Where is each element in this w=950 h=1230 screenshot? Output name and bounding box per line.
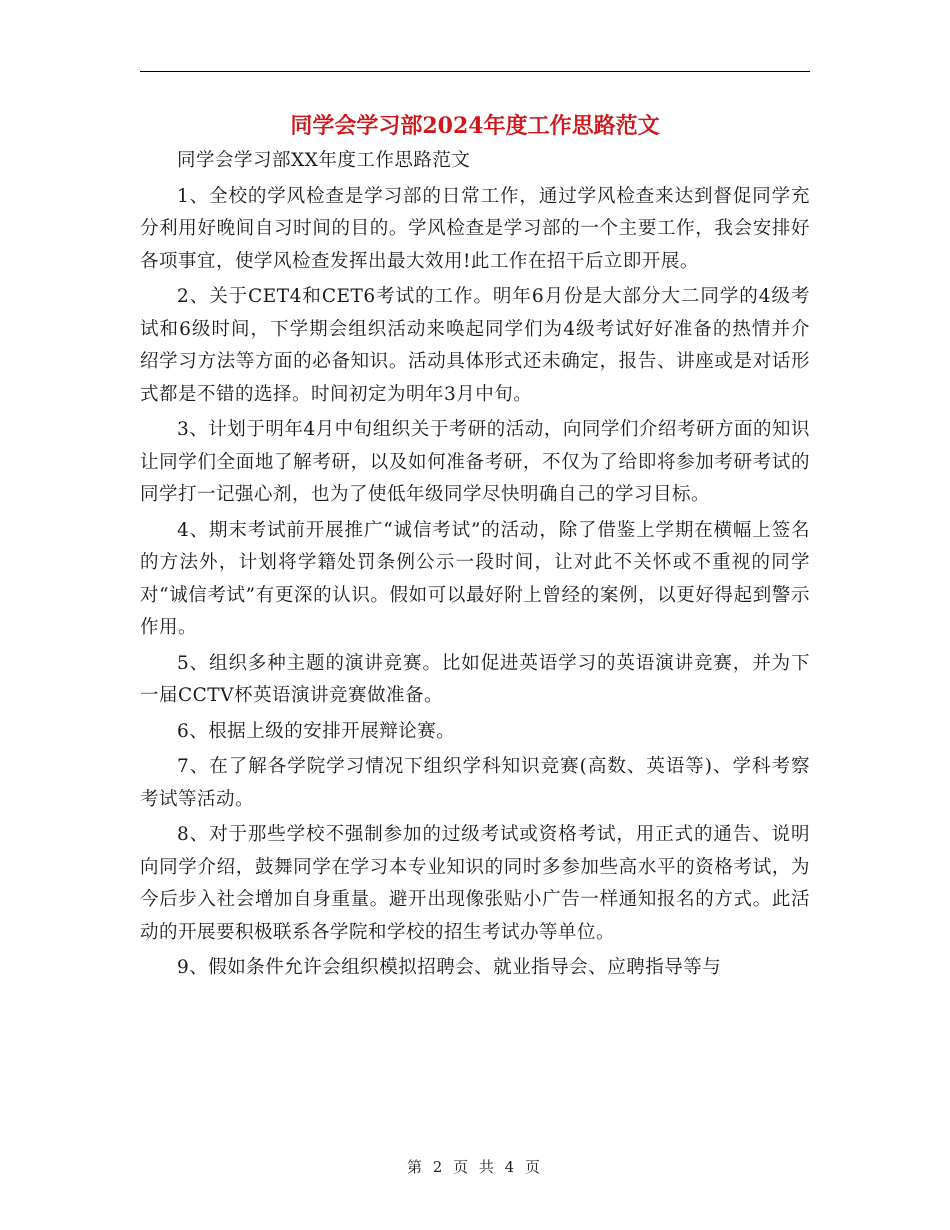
paragraph-item-5: 5、组织多种主题的演讲竞赛。比如促进英语学习的英语演讲竞赛，并为下一届CCTV杯英语演讲竞赛做准备。 xyxy=(140,652,810,706)
paragraph-item-6: 6、根据上级的安排开展辩论赛。 xyxy=(177,720,456,742)
paragraph-item-4: 4、期末考试前开展推广“诚信考试”的活动，除了借鉴上学期在横幅上签名的方法外，计划将学籍处罚条例公示一段时间，让对此不关怀或不重视的同学对“诚信考试”有更深的认识。假如可以最好附上曾经的案例，以更好得起到警示作用。 xyxy=(140,519,810,638)
document-body xyxy=(140,145,810,988)
document-title: 同学会学习部2024年度工作思路范文 xyxy=(290,113,660,139)
header-rule xyxy=(140,71,810,72)
paragraph-item-2: 2、关于CET4和CET6考试的工作。明年6月份是大部分大二同学的4级考试和6级时间，下学期会组织活动来唤起同学们为4级考试好好准备的热情并介绍学习方法等方面的必备知识。活动具体形式还未确定，报告、讲座或是对话形式都是不错的选择。时间初定为明年3月中旬。 xyxy=(140,286,810,405)
paragraph-item-8: 8、对于那些学校不强制参加的过级考试或资格考试，用正式的通告、说明向同学介绍，鼓舞同学在学习本专业知识的同时多参加些高水平的资格考试，为今后步入社会增加自身重量。避开出现像张贴小广告一样通知报名的方式。此活动的开展要积极联系各学院和学校的招生考试办等单位。 xyxy=(140,824,810,943)
paragraph-item-1: 1、全校的学风检查是学习部的日常工作，通过学风检查来达到督促同学充分利用好晚间自习时间的目的。学风检查是学习部的一个主要工作，我会安排好各项事宜，使学风检查发挥出最大效用!此工作在招干后立即开展。 xyxy=(140,185,810,272)
paragraph-item-3: 3、计划于明年4月中旬组织关于考研的活动，向同学们介绍考研方面的知识让同学们全面地了解考研，以及如何准备考研，不仅为了给即将参加考研考试的同学打一记强心剂，也为了使低年级同学尽快明确自己的学习目标。 xyxy=(140,419,810,505)
paragraph-item-9: 9、假如条件允许会组织模拟招聘会、就业指导会、应聘指导等与 xyxy=(177,957,722,978)
paragraph-item-7: 7、在了解各学院学习情况下组织学科知识竞赛(高数、英语等)、学科考察考试等活动。 xyxy=(140,756,810,810)
page-number: 第 2 页 共 4 页 xyxy=(407,1158,543,1176)
paragraph-subtitle: 同学会学习部XX年度工作思路范文 xyxy=(177,150,471,171)
